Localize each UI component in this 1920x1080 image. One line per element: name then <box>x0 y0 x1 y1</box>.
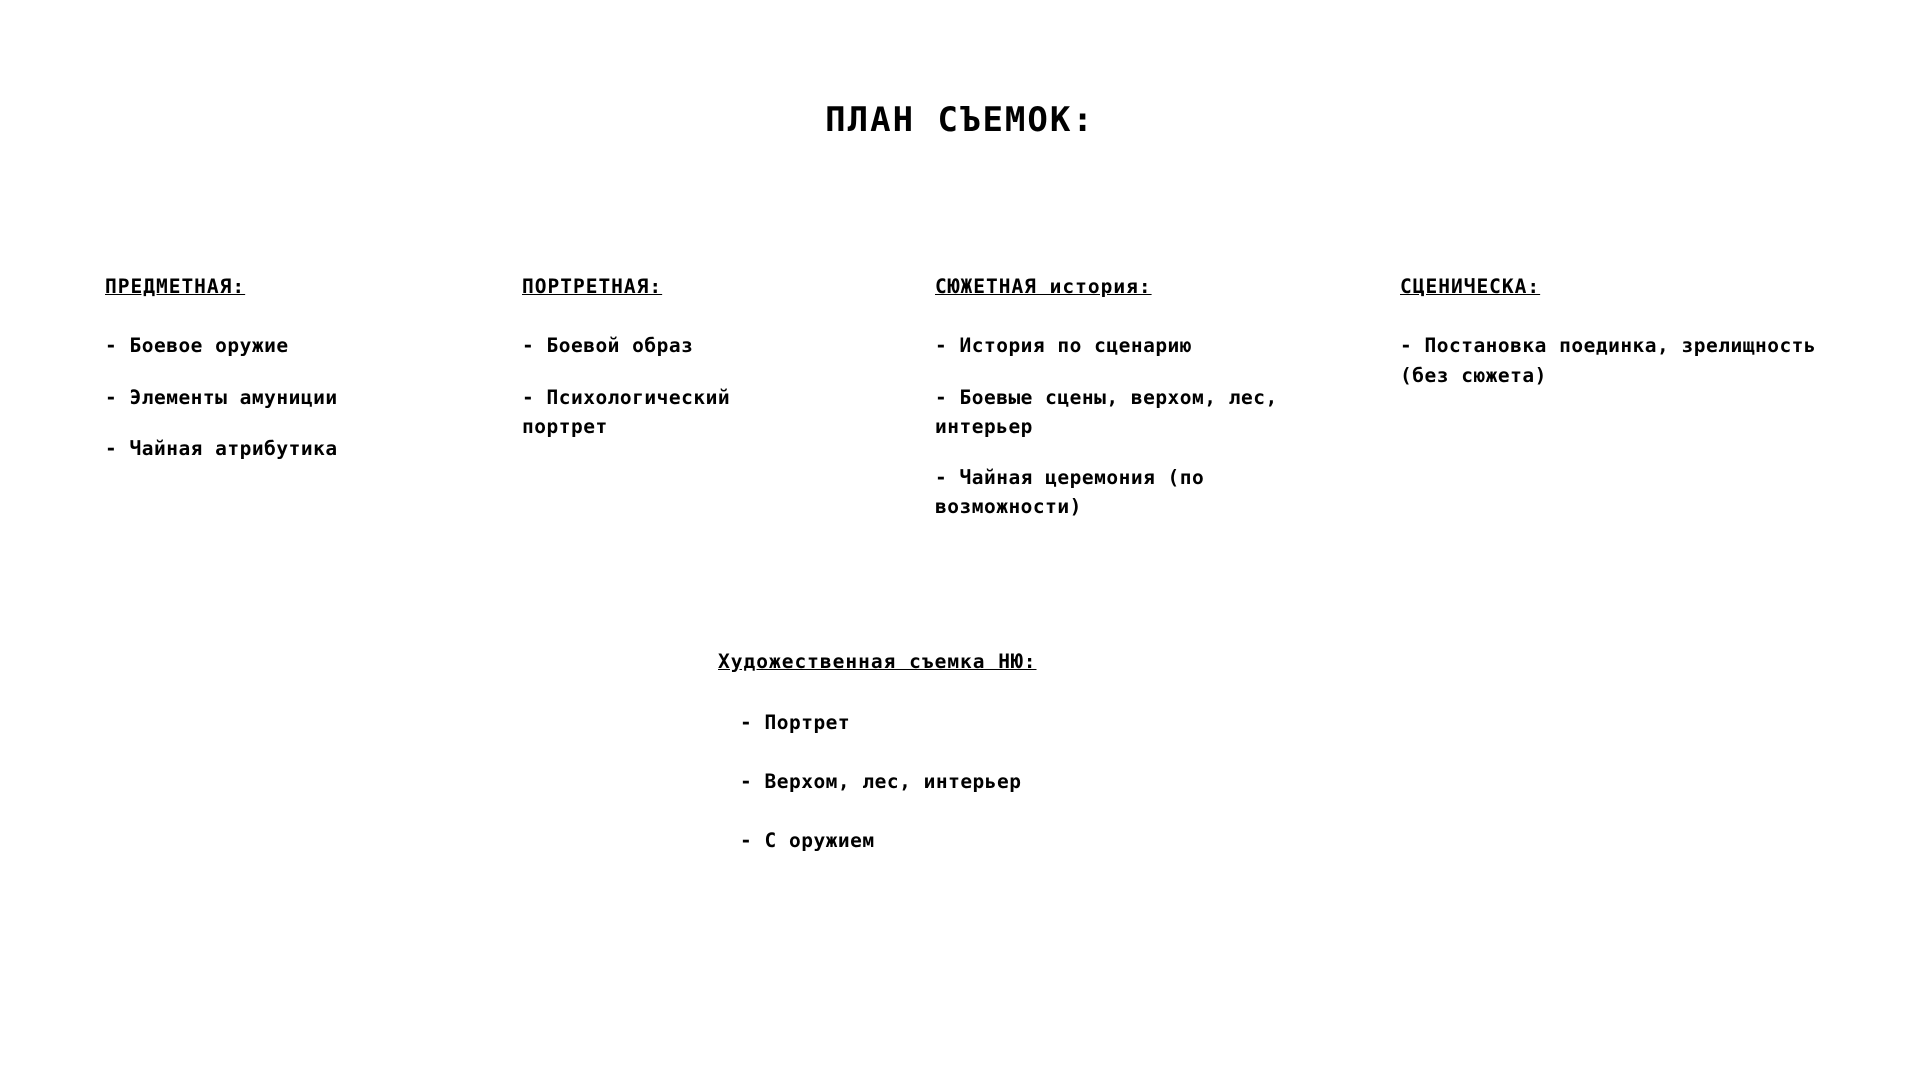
list-item: - Чайная атрибутика <box>105 436 338 460</box>
column-heading: ПОРТРЕТНАЯ: <box>522 275 663 298</box>
section-heading: Художественная съемка НЮ: <box>718 650 1037 673</box>
list-item: - Психологический портрет <box>522 385 731 438</box>
column-items <box>105 331 435 463</box>
column-heading: СЮЖЕТНАЯ история: <box>935 275 1152 298</box>
list-item: - Боевой образ <box>522 334 694 358</box>
section-nyu <box>718 650 1218 888</box>
list-item: - Постановка поединка, зрелищность (без сюжета) <box>1400 334 1817 387</box>
column-scenicheska <box>1400 272 1830 390</box>
column-items <box>1400 331 1830 390</box>
section-items <box>740 711 1218 852</box>
list-item: - Боевые сцены, верхом, лес, интерьер <box>935 385 1278 438</box>
column-portretnaya <box>522 272 822 441</box>
list-item: - Элементы амуниции <box>105 385 338 409</box>
page-title: ПЛАН СЪЕМОК: <box>825 100 1095 140</box>
column-heading: ПРЕДМЕТНАЯ: <box>105 275 246 298</box>
list-item: - С оружием <box>740 829 875 852</box>
list-item: - Боевое оружие <box>105 334 289 358</box>
list-item: - Верхом, лес, интерьер <box>740 770 1022 793</box>
list-item: - Чайная церемония (по возможности) <box>935 466 1205 519</box>
list-item: - Портрет <box>740 711 851 734</box>
list-item: - История по сценарию <box>935 334 1193 358</box>
column-heading: СЦЕНИЧЕСКА: <box>1400 275 1541 298</box>
column-syuzhetnaya <box>935 272 1335 522</box>
column-items <box>935 331 1335 521</box>
column-predmetnaya <box>105 272 435 463</box>
column-items <box>522 331 822 441</box>
